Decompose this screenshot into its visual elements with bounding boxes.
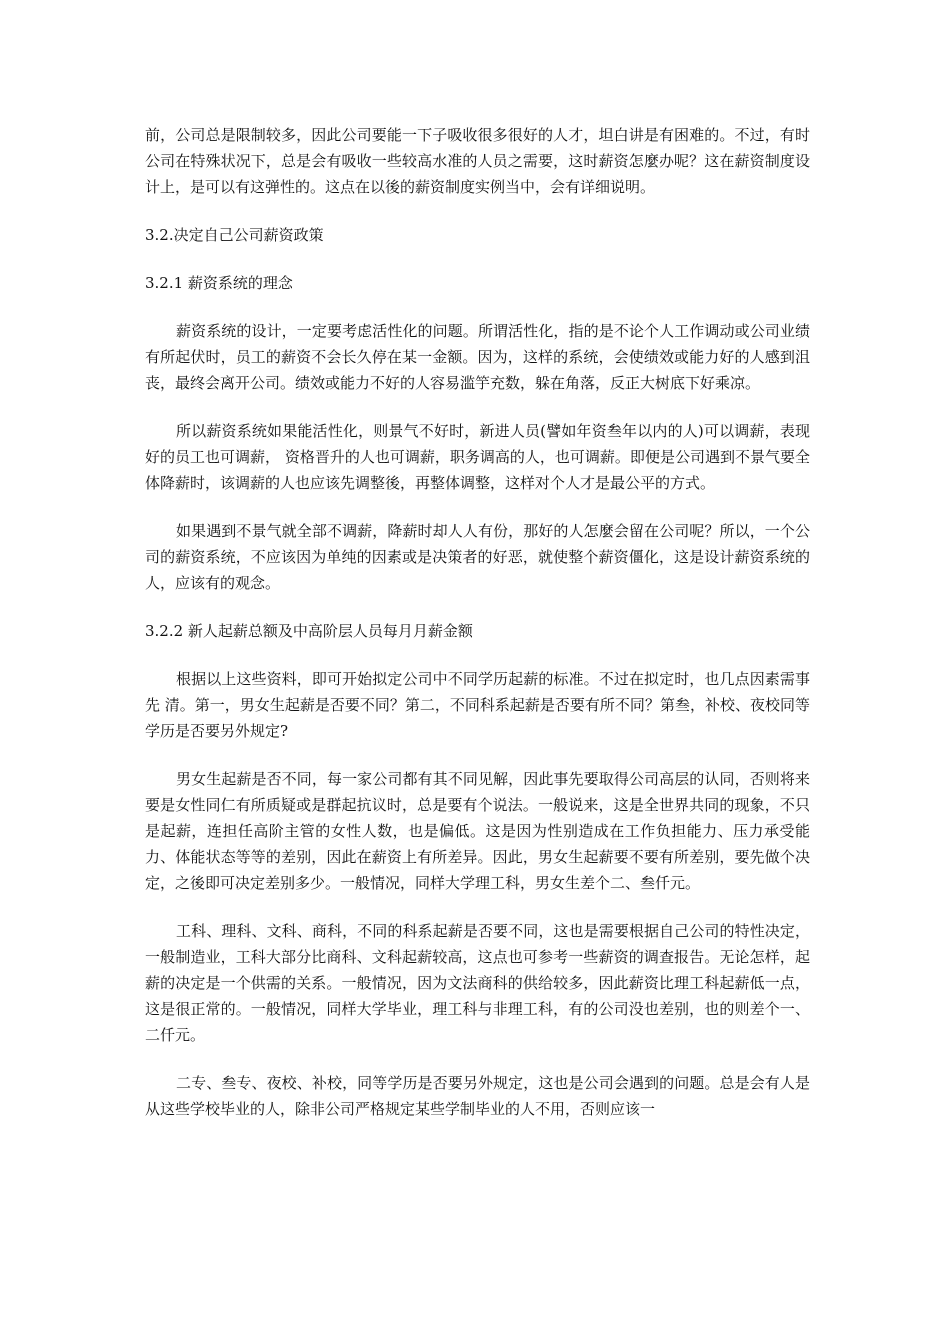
paragraph-salary-concept: 如果遇到不景气就全部不调薪，降薪时却人人有份，那好的人怎麼会留在公司呢？所以，一个公司的薪资系统，不应该因为单纯的因素或是决策者的好恶，就使整个薪资僵化，这是设计薪资系统的人，应该有的观念。 — [145, 522, 810, 592]
paragraph-continued: 前，公司总是限制较多，因此公司要能一下子吸收很多很好的人才，坦白讲是有困难的。不过，有时公司在特殊状况下，总是会有吸收一些较高水准的人员之需要，这时薪资怎麼办呢？这在薪资制度设计上，是可以有这弹性的。这点在以後的薪资制度实例当中，会有详细说明。 — [145, 126, 810, 196]
paragraph-salary-flexibility: 薪资系统的设计，一定要考虑活性化的问题。所谓活性化，指的是不论个人工作调动或公司业绩有所起伏时，员工的薪资不会长久停在某一金额。因为，这样的系统，会使绩效或能力好的人感到沮丧，最终会离开公司。绩效或能力不好的人容易滥竽充数，躲在角落，反正大树底下好乘凉。 — [145, 322, 810, 392]
subsection-heading-3-2-2: 3.2.2 新人起薪总额及中高阶层人员每月月薪金额 — [145, 622, 473, 640]
document-page — [145, 122, 810, 1122]
section-heading-3-2: 3.2.决定自己公司薪资政策 — [145, 226, 324, 244]
paragraph-salary-adjustment: 所以薪资系统如果能活性化，则景气不好时，新进人员(譬如年资叁年以内的人)可以调薪，表现好的员工也可调薪， 资格晋升的人也可调薪，职务调高的人，也可调薪。即便是公司遇到不景气要全体降薪时，该调薪的人也应该先调整後，再整体调整，这样对个人才是最公平的方式。 — [145, 422, 810, 492]
paragraph-major-difference: 工科、理科、文科、商科，不同的科系起薪是否要不同，这也是需要根据自己公司的特性决定，一般制造业，工科大部分比商科、文科起薪较高，这点也可参考一些薪资的调查报告。无论怎样，起薪的决定是一个供需的关系。一般情况，因为文法商科的供给较多，因此薪资比理工科起薪低一点，这是很正常的。一般情况，同样大学毕业，理工科与非理工科，有的公司没也差别，也的则差个一、二仟元。 — [145, 922, 810, 1044]
subsection-heading-3-2-1: 3.2.1 薪资系统的理念 — [145, 274, 293, 292]
paragraph-starting-salary-factors: 根据以上这些资料，即可开始拟定公司中不同学历起薪的标准。不过在拟定时，也几点因素需事先 清。第一，男女生起薪是否要不同？第二，不同科系起薪是否要有所不同？第叁，补校、夜校同等学历是否要另外规定? — [145, 670, 810, 740]
paragraph-education-equivalence: 二专、叁专、夜校、补校，同等学历是否要另外规定，这也是公司会遇到的问题。总是会有人是从这些学校毕业的人，除非公司严格规定某些学制毕业的人不用，否则应该一 — [145, 1074, 810, 1118]
paragraph-gender-difference: 男女生起薪是否不同，每一家公司都有其不同见解，因此事先要取得公司高层的认同，否则将来要是女性同仁有所质疑或是群起抗议时，总是要有个说法。一般说来，这是全世界共同的现象，不只是起薪，连担任高阶主管的女性人数，也是偏低。这是因为性别造成在工作负担能力、压力承受能力、体能状态等等的差别，因此在薪资上有所差异。因此，男女生起薪要不要有所差别，要先做个决定，之後即可决定差别多少。一般情况，同样大学理工科，男女生差个二、叁仟元。 — [145, 770, 810, 892]
